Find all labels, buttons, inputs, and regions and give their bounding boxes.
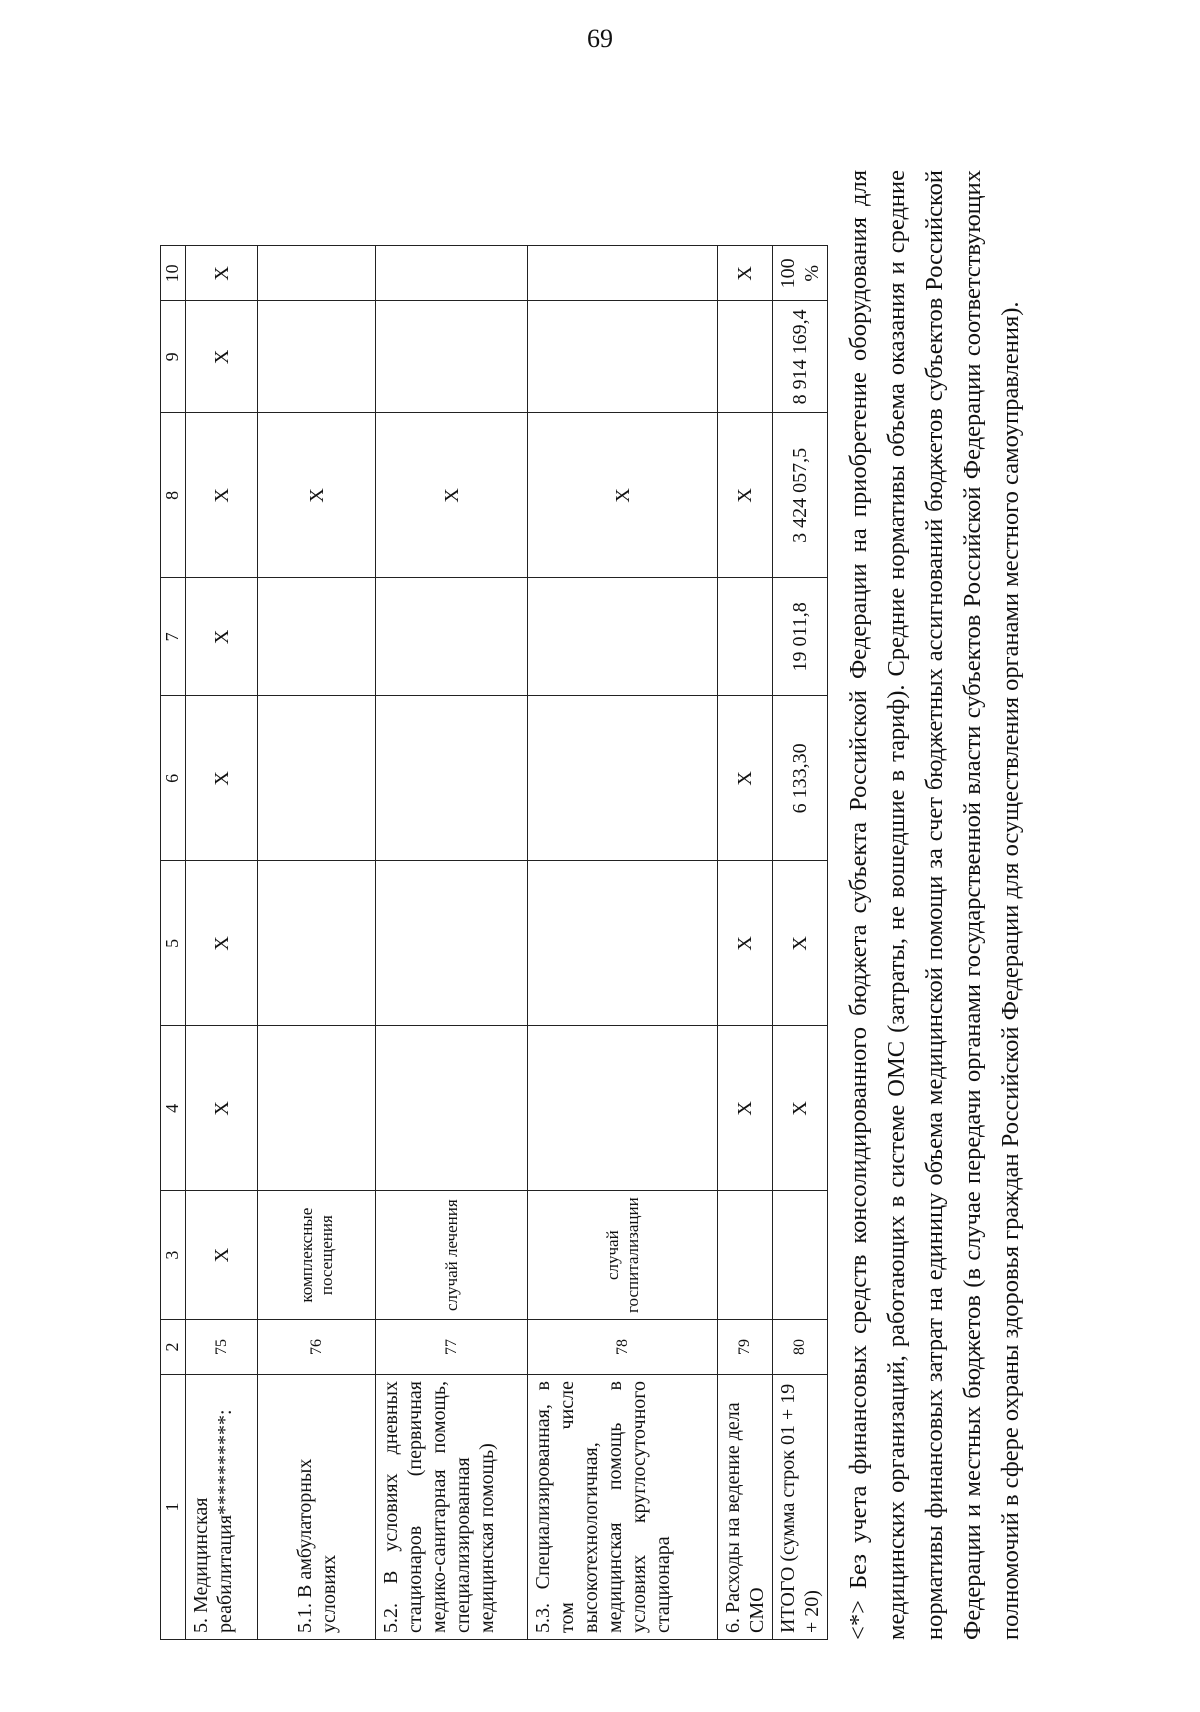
- value-cell: [528, 861, 718, 1026]
- value-cell: [258, 246, 376, 301]
- unit-cell: [718, 1191, 773, 1320]
- value-cell: [528, 578, 718, 696]
- row-code: 75: [186, 1320, 258, 1375]
- unit-cell: случай госпитализации: [528, 1191, 718, 1320]
- column-number-row: [161, 246, 186, 1640]
- row-name: 6. Расходы на ведение дела СМО: [718, 1375, 773, 1640]
- row-code: 77: [376, 1320, 528, 1375]
- value-cell: [258, 578, 376, 696]
- value-cell: X: [186, 1026, 258, 1191]
- row-name: 5.2. В условиях дневных стационаров (первичная медико-санитарная помощь, специализированная медицинская помощь): [376, 1375, 528, 1640]
- total-value: 3 424 057,5: [773, 413, 828, 578]
- total-value: 19 011,8: [773, 578, 828, 696]
- value-cell: X: [186, 861, 258, 1026]
- value-cell: X: [718, 246, 773, 301]
- value-cell: [528, 1026, 718, 1191]
- column-number: 4: [161, 1026, 186, 1191]
- value-cell: X: [718, 696, 773, 861]
- value-cell: X: [186, 696, 258, 861]
- value-cell: [718, 578, 773, 696]
- value-cell: [258, 696, 376, 861]
- value-cell: [376, 246, 528, 301]
- table-row: [718, 246, 773, 1640]
- column-number: 3: [161, 1191, 186, 1320]
- row-code: 80: [773, 1320, 828, 1375]
- value-cell: X: [718, 861, 773, 1026]
- value-cell: X: [186, 578, 258, 696]
- value-cell: [376, 696, 528, 861]
- total-value: 8 914 169,4: [773, 301, 828, 413]
- table-row: [186, 246, 258, 1640]
- value-cell: X: [186, 301, 258, 413]
- row-code: 76: [258, 1320, 376, 1375]
- value-cell: [528, 696, 718, 861]
- value-cell: [258, 1026, 376, 1191]
- value-cell: X: [186, 413, 258, 578]
- column-number: 10: [161, 246, 186, 301]
- unit-cell: комплексные посещения: [258, 1191, 376, 1320]
- value-cell: X: [718, 413, 773, 578]
- value-cell: X: [258, 413, 376, 578]
- value-cell: [258, 861, 376, 1026]
- value-cell: [528, 301, 718, 413]
- total-percent: 100 %: [773, 246, 828, 301]
- value-cell: [376, 1026, 528, 1191]
- column-number: 2: [161, 1320, 186, 1375]
- financing-table: [160, 245, 828, 1640]
- value-cell: [528, 246, 718, 301]
- row-code: 78: [528, 1320, 718, 1375]
- unit-cell: случай лечения: [376, 1191, 528, 1320]
- value-cell: X: [773, 861, 828, 1026]
- row-code: 79: [718, 1320, 773, 1375]
- column-number: 6: [161, 696, 186, 861]
- value-cell: X: [376, 413, 528, 578]
- column-number: 9: [161, 301, 186, 413]
- table-row: [258, 246, 376, 1640]
- column-number: 7: [161, 578, 186, 696]
- unit-cell: [773, 1191, 828, 1320]
- column-number: 8: [161, 413, 186, 578]
- value-cell: X: [528, 413, 718, 578]
- value-cell: X: [718, 1026, 773, 1191]
- row-name: 5.3. Специализированная, в том числе высокотехнологичная, медицинская помощь в условиях круглосуточного стационара: [528, 1375, 718, 1640]
- value-cell: X: [773, 1026, 828, 1191]
- value-cell: [376, 301, 528, 413]
- value-cell: [258, 301, 376, 413]
- value-cell: X: [186, 246, 258, 301]
- row-name: 5.1. В амбулаторных условиях: [258, 1375, 376, 1640]
- page-number: 69: [587, 24, 613, 53]
- footnote: <*> Без учета финансовых средств консолидированного бюджета субъекта Российской Федерации на приобретение оборудования для медицинских организаций, работающих в системе ОМС (затраты, не вошедшие в тариф). Средние нормативы объема оказания и средние нормативы финансовых затрат на единицу объема медицинской помощи за счет бюджетных ассигнований бюджетов субъектов Российской Федерации и местных бюджетов (в случае передачи органами государственной власти субъектов Российской Федерации соответствующих полномочий в сфере охраны здоровья граждан Российской Федерации для осуществления органами местного самоуправления).: [845, 170, 1024, 1640]
- table-row: [773, 246, 828, 1640]
- column-number: 1: [161, 1375, 186, 1640]
- rotated-page-content: [160, 140, 1100, 1640]
- value-cell: [376, 578, 528, 696]
- unit-cell: X: [186, 1191, 258, 1320]
- total-value: 6 133,30: [773, 696, 828, 861]
- column-number: 5: [161, 861, 186, 1026]
- row-name: 5. Медицинская реабилитация**********:: [186, 1375, 258, 1640]
- value-cell: [376, 861, 528, 1026]
- value-cell: [718, 301, 773, 413]
- table-row: [376, 246, 528, 1640]
- row-name: ИТОГО (сумма строк 01 + 19 + 20): [773, 1375, 828, 1640]
- table-row: [528, 246, 718, 1640]
